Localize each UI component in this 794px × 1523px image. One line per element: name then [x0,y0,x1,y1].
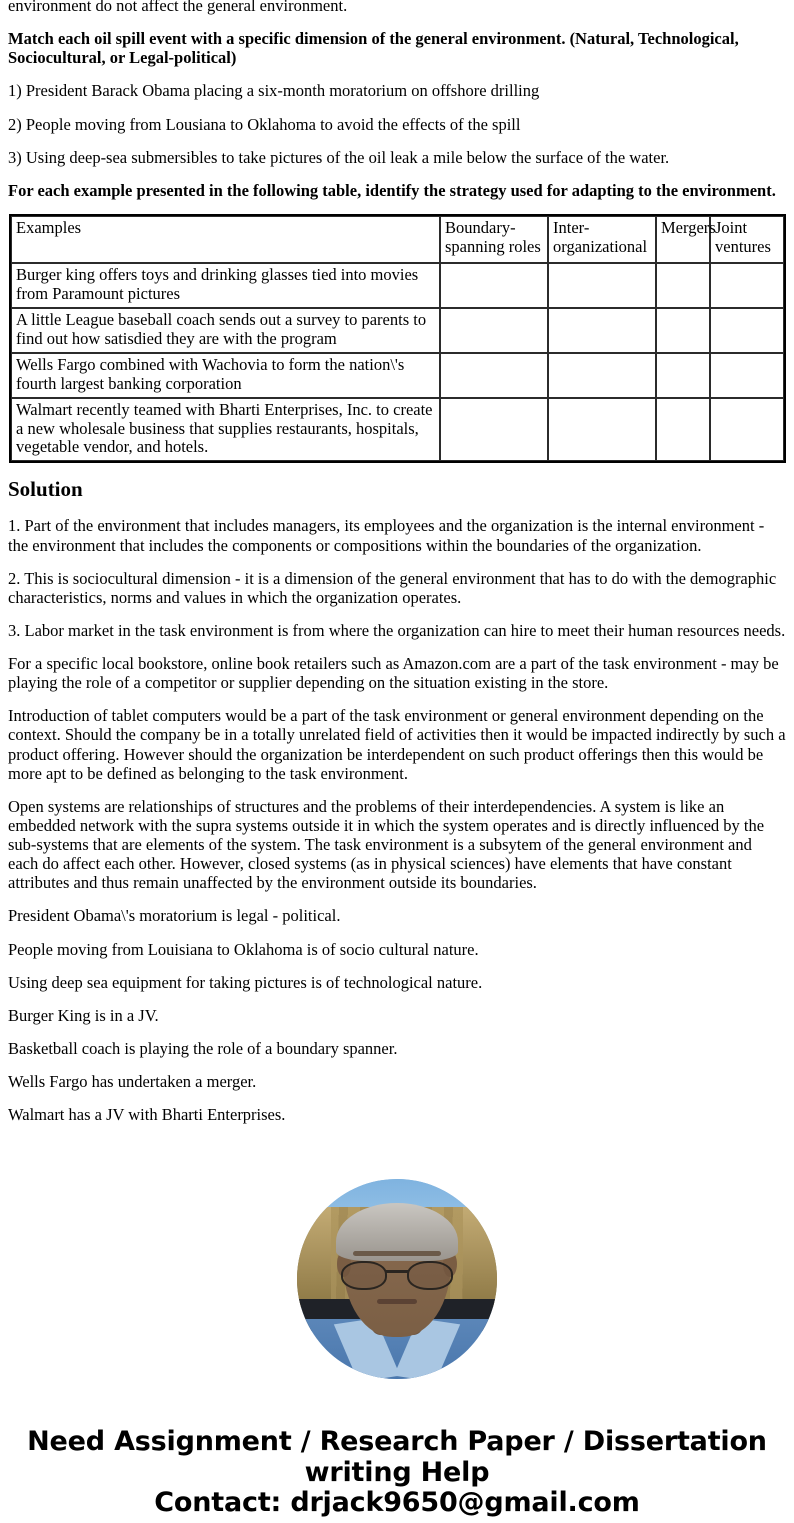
table-cell-example: Wells Fargo combined with Wachovia to form the nation\'s fourth largest banking corporation [11,353,440,398]
solution-paragraph-7: President Obama\'s moratorium is legal - political. [8,906,341,926]
photo-eyebrows [353,1251,441,1256]
table-header-joint-ventures: Joint ventures [710,216,784,263]
table-cell-mergers[interactable] [656,263,710,308]
promo-line-2: Contact: drjack9650@gmail.com [154,1486,640,1518]
table-cell-joint-ventures[interactable] [710,353,784,398]
glasses-icon [341,1261,453,1287]
table-cell-boundary-spanning[interactable] [440,308,548,353]
table-header-examples: Examples [11,216,440,263]
promo-footer [8,1427,786,1518]
photo-lens-bridge [386,1270,408,1273]
promo-line-1: Need Assignment / Research Paper / Dissertation writing Help [27,1426,767,1488]
match-item-2: 2) People moving from Lousiana to Oklahoma to avoid the effects of the spill [8,114,521,134]
table-cell-boundary-spanning[interactable] [440,353,548,398]
solution-paragraph-6: Open systems are relationships of structures and the problems of their interdependencies. A system is like an embedded network with the supra systems outside it in which the system operates and is directly influenced by the sub-systems that are elements of the system. The task environment is a subsytem of the general environment and each do affect each other. However, closed systems (as in physical sciences) have elements that have constant attributes and thus remain unaffected by the environment outside its boundaries. [8,796,765,893]
table-cell-mergers[interactable] [656,398,710,461]
table-cell-joint-ventures[interactable] [710,308,784,353]
table-cell-inter-organizational[interactable] [548,398,656,461]
solution-paragraph-5: Introduction of tablet computers would be a part of the task environment or general environment depending on the context. Should the company be in a totally unrelated field of activities then it would be impacted indirectly by such a product offering. However should the organization be interdependent on such product offerings then this would be more apt to be defined as belonging to the task environment. [8,706,786,783]
match-heading: Match each oil spill event with a specific dimension of the general environment. (Natural, Technological, Sociocultural, or Legal-political) [8,29,739,68]
solution-paragraph-12: Wells Fargo has undertaken a merger. [8,1072,257,1092]
table-cell-example: A little League baseball coach sends out a survey to parents to find out how satisdied they are with the program [11,308,440,353]
table-cell-boundary-spanning[interactable] [440,263,548,308]
match-item-3: 3) Using deep-sea submersibles to take pictures of the oil leak a mile below the surface of the water. [8,147,670,167]
table-cell-inter-organizational[interactable] [548,263,656,308]
table-header-inter-organizational: Inter-organizational [548,216,656,263]
table-cell-mergers[interactable] [656,353,710,398]
table-cell-boundary-spanning[interactable] [440,398,548,461]
solution-paragraph-13: Walmart has a JV with Bharti Enterprises. [8,1105,286,1125]
strategy-matrix-table [9,214,786,463]
photo-lens-left [341,1261,387,1290]
table-header-boundary-spanning: Boundary-spanning roles [440,216,548,263]
avatar [297,1179,497,1379]
table-row [11,308,784,353]
table-cell-inter-organizational[interactable] [548,308,656,353]
table-cell-joint-ventures[interactable] [710,398,784,461]
solution-paragraph-9: Using deep sea equipment for taking pictures is of technological nature. [8,972,483,992]
photo-mouth [377,1299,417,1304]
table-cell-joint-ventures[interactable] [710,263,784,308]
solution-paragraph-11: Basketball coach is playing the role of a boundary spanner. [8,1038,398,1058]
solution-heading: Solution [8,477,83,502]
table-header-row [11,216,784,263]
table-cell-mergers[interactable] [656,308,710,353]
solution-paragraph-4: For a specific local bookstore, online book retailers such as Amazon.com are a part of the task environment - may be playing the role of a competitor or supplier depending on the situation existing in the store. [8,654,779,693]
table-header-mergers: Mergers [656,216,710,263]
table-heading: For each example presented in the following table, identify the strategy used for adapting to the environment. [8,180,776,200]
table-row [11,398,784,461]
table-row [11,263,784,308]
solution-paragraph-2: 2. This is sociocultural dimension - it is a dimension of the general environment that has to do with the demographic characteristics, norms and values in which the organization operates. [8,568,777,607]
intro-clipped-line: environment do not affect the general environment. [8,0,348,15]
table-cell-example: Walmart recently teamed with Bharti Enterprises, Inc. to create a new wholesale business that supplies restaurants, hospitals, vegetable vendor, and hotels. [11,398,440,461]
solution-paragraph-1: 1. Part of the environment that includes managers, its employees and the organization is the internal environment - the environment that includes the components or compositions within the boundaries of the organization. [8,516,765,555]
solution-paragraph-3: 3. Labor market in the task environment is from where the organization can hire to meet their human resources needs. [8,620,786,640]
solution-paragraph-8: People moving from Louisiana to Oklahoma is of socio cultural nature. [8,939,479,959]
table-cell-example: Burger king offers toys and drinking glasses tied into movies from Paramount pictures [11,263,440,308]
avatar-container [8,1179,786,1379]
match-item-1: 1) President Barack Obama placing a six-month moratorium on offshore drilling [8,81,540,101]
photo-lens-right [407,1261,453,1290]
solution-paragraph-10: Burger King is in a JV. [8,1005,159,1025]
table-cell-inter-organizational[interactable] [548,353,656,398]
table-row [11,353,784,398]
